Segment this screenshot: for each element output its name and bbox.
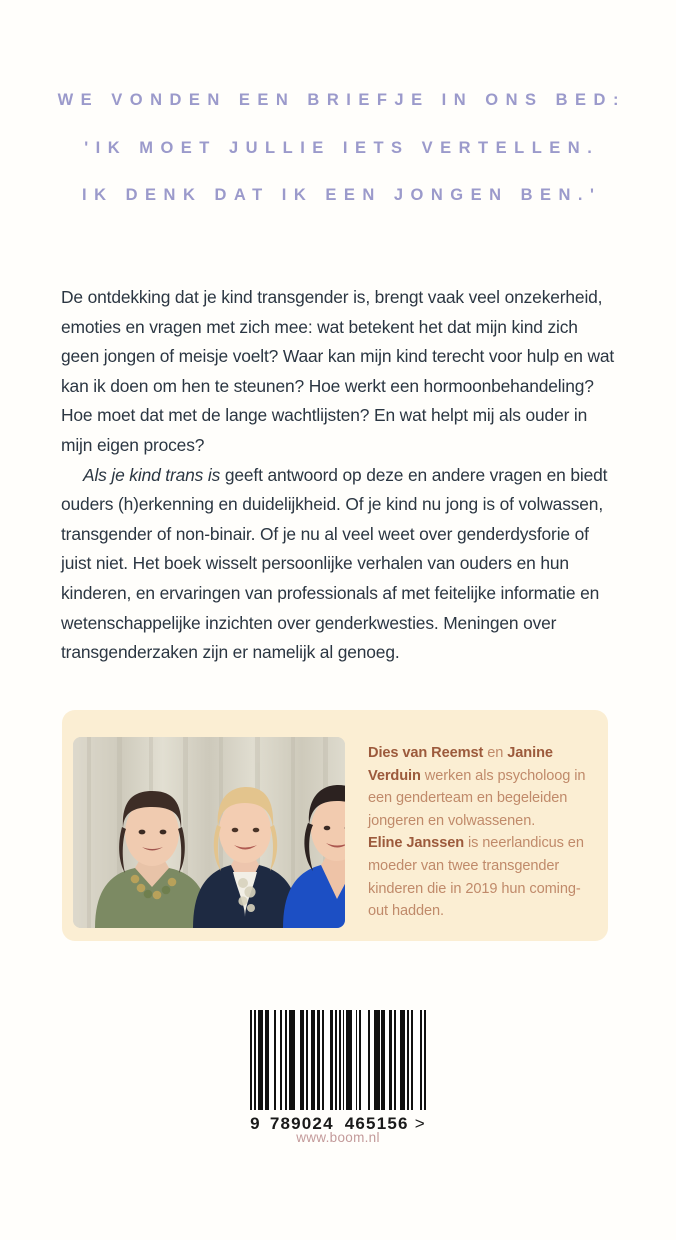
author-name-3: Eline Janssen xyxy=(368,835,465,852)
bio-text-2: is neerlandicus en moeder van twee transgender kinderen die in 2019 hun coming-out hadden. xyxy=(368,835,584,920)
author-name-1: Dies van Reemst xyxy=(368,745,484,761)
author-photo xyxy=(73,737,345,928)
blurb-text xyxy=(61,283,619,668)
barcode-caret: > xyxy=(414,1114,426,1133)
publisher-website: www.boom.nl xyxy=(296,1130,380,1145)
blurb-paragraph-1: De ontdekking dat je kind transgender is, brengt vaak veel onzekerheid, emoties en vragen met zich mee: wat betekent het dat mijn kind zich geen jongen of meisje voelt? Waar kan mijn kind terecht voor hulp en wat kan ik doen om hen te steunen? Hoe werkt een hormoonbehandeling? Hoe moet dat met de lange wachtlijsten? En wat helpt mij als ouder in mijn eigen proces? xyxy=(61,287,615,455)
book-title-italic: Als je kind trans is xyxy=(83,464,221,485)
barcode-block xyxy=(0,997,676,1134)
blurb-paragraph-2 xyxy=(61,461,619,668)
barcode-right-group: 465156 xyxy=(344,1114,409,1133)
author-photo-illustration xyxy=(73,737,345,928)
bio-text-1: werken als psycholoog in een genderteam en begeleiden jongeren en volwassenen. xyxy=(368,767,586,829)
bio-connector-1: en xyxy=(483,745,508,761)
barcode-image xyxy=(250,1010,425,1110)
barcode-left-group: 789024 xyxy=(269,1114,334,1133)
blurb-paragraph-2-rest: geeft antwoord op deze en andere vragen en biedt ouders (h)erkenning en duidelijkheid. Of je kind nu jong is of volwassen, transgender of non-binair. Of je nu al veel weet over genderdysforie of juist niet. Het boek wisselt persoonlijke verhalen van ouders en hun kinderen, en ervaringen van professionals af met feitelijke informatie en wetenschappelijke inzichten over genderkwesties. Meningen over transgenderzaken zijn er namelijk al genoeg. xyxy=(61,464,608,663)
headline-line-2: 'IK MOET JULLIE IETS VERTELLEN. xyxy=(84,138,600,157)
author-name-2: Janine Verduin xyxy=(368,745,553,784)
author-bio xyxy=(368,742,593,923)
headline-line-3: IK DENK DAT IK EEN JONGEN BEN.' xyxy=(82,186,602,204)
headline-quote xyxy=(0,92,676,235)
author-card xyxy=(62,710,608,941)
headline-line-1: WE VONDEN EEN BRIEFJE IN ONS BED: xyxy=(57,91,626,109)
barcode-lead-digit: 9 xyxy=(250,1114,261,1133)
